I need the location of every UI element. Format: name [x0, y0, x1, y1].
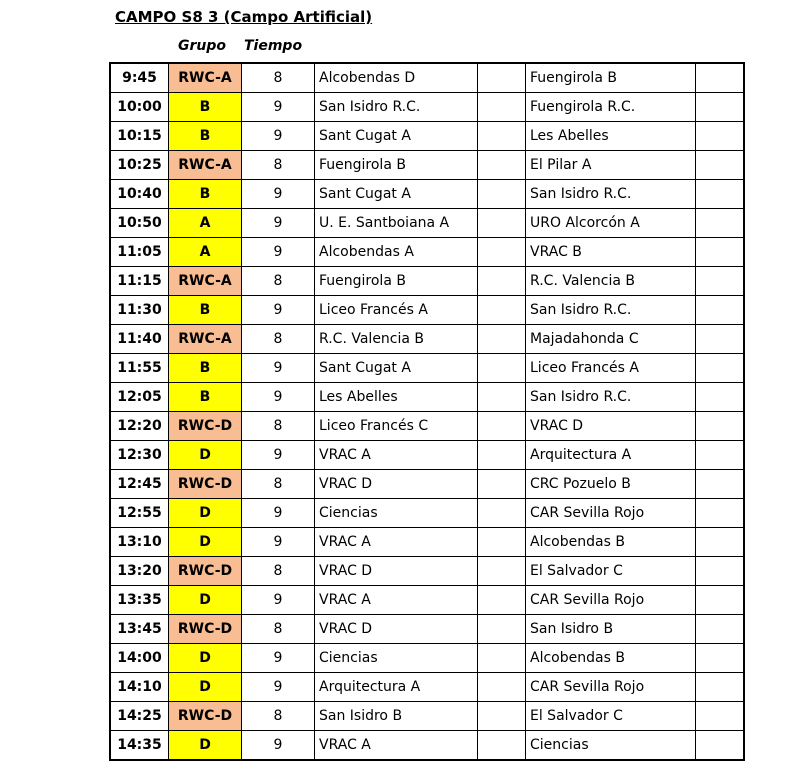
score-b-cell [696, 267, 745, 296]
team-b-cell: San Isidro R.C. [526, 383, 696, 412]
group-cell: D [169, 528, 242, 557]
score-a-cell [478, 615, 526, 644]
score-a-cell [478, 325, 526, 354]
team-b-cell: VRAC D [526, 412, 696, 441]
table-row [110, 354, 744, 383]
team-b-cell: CAR Sevilla Rojo [526, 673, 696, 702]
time-cell: 12:20 [110, 412, 169, 441]
team-b-cell: San Isidro R.C. [526, 180, 696, 209]
score-a-cell [478, 673, 526, 702]
team-a-cell: VRAC D [315, 470, 478, 499]
time-cell: 14:00 [110, 644, 169, 673]
score-b-cell [696, 528, 745, 557]
group-cell: D [169, 673, 242, 702]
time-cell: 12:45 [110, 470, 169, 499]
score-a-cell [478, 151, 526, 180]
score-b-cell [696, 644, 745, 673]
score-a-cell [478, 267, 526, 296]
team-b-cell: URO Alcorcón A [526, 209, 696, 238]
score-b-cell [696, 615, 745, 644]
table-row [110, 383, 744, 412]
score-a-cell [478, 470, 526, 499]
duration-cell: 9 [242, 528, 315, 557]
team-b-cell: San Isidro R.C. [526, 296, 696, 325]
team-a-cell: R.C. Valencia B [315, 325, 478, 354]
team-b-cell: El Salvador C [526, 557, 696, 586]
score-a-cell [478, 557, 526, 586]
team-a-cell: U. E. Santboiana A [315, 209, 478, 238]
duration-cell: 9 [242, 296, 315, 325]
team-b-cell: Ciencias [526, 731, 696, 761]
group-cell: B [169, 296, 242, 325]
team-b-cell: Les Abelles [526, 122, 696, 151]
team-a-cell: VRAC D [315, 557, 478, 586]
team-b-cell: Alcobendas B [526, 528, 696, 557]
team-a-cell: San Isidro B [315, 702, 478, 731]
score-a-cell [478, 528, 526, 557]
duration-cell: 9 [242, 209, 315, 238]
group-cell: D [169, 441, 242, 470]
time-cell: 13:20 [110, 557, 169, 586]
time-cell: 11:30 [110, 296, 169, 325]
table-row [110, 499, 744, 528]
time-cell: 11:40 [110, 325, 169, 354]
team-b-cell: CAR Sevilla Rojo [526, 586, 696, 615]
time-cell: 11:55 [110, 354, 169, 383]
team-b-cell: San Isidro B [526, 615, 696, 644]
table-row [110, 470, 744, 499]
time-cell: 13:35 [110, 586, 169, 615]
time-cell: 13:10 [110, 528, 169, 557]
score-a-cell [478, 122, 526, 151]
team-b-cell: CAR Sevilla Rojo [526, 499, 696, 528]
time-cell: 9:45 [110, 63, 169, 93]
duration-cell: 9 [242, 93, 315, 122]
team-b-cell: El Pilar A [526, 151, 696, 180]
team-a-cell: Liceo Francés A [315, 296, 478, 325]
team-a-cell: VRAC A [315, 586, 478, 615]
schedule-body [110, 63, 744, 760]
duration-cell: 9 [242, 586, 315, 615]
team-b-cell: Liceo Francés A [526, 354, 696, 383]
score-a-cell [478, 412, 526, 441]
table-row [110, 296, 744, 325]
score-a-cell [478, 354, 526, 383]
score-a-cell [478, 180, 526, 209]
group-cell: D [169, 499, 242, 528]
score-b-cell [696, 180, 745, 209]
table-row [110, 122, 744, 151]
team-a-cell: Ciencias [315, 644, 478, 673]
schedule-table [109, 62, 745, 761]
team-a-cell: VRAC A [315, 528, 478, 557]
group-cell: RWC-D [169, 702, 242, 731]
group-cell: B [169, 354, 242, 383]
score-b-cell [696, 731, 745, 761]
time-cell: 11:15 [110, 267, 169, 296]
duration-cell: 8 [242, 267, 315, 296]
duration-cell: 8 [242, 325, 315, 354]
team-a-cell: VRAC A [315, 441, 478, 470]
team-b-cell: Fuengirola B [526, 63, 696, 93]
team-a-cell: VRAC D [315, 615, 478, 644]
score-a-cell [478, 731, 526, 761]
team-a-cell: Liceo Francés C [315, 412, 478, 441]
duration-cell: 8 [242, 151, 315, 180]
table-row [110, 209, 744, 238]
score-b-cell [696, 354, 745, 383]
score-a-cell [478, 383, 526, 412]
time-cell: 11:05 [110, 238, 169, 267]
duration-cell: 8 [242, 615, 315, 644]
table-row [110, 238, 744, 267]
duration-cell: 8 [242, 412, 315, 441]
group-cell: B [169, 180, 242, 209]
table-row [110, 412, 744, 441]
team-a-cell: VRAC A [315, 731, 478, 761]
duration-cell: 8 [242, 557, 315, 586]
column-header-tiempo: Tiempo [244, 38, 303, 54]
group-cell: B [169, 93, 242, 122]
column-header-grupo: Grupo [178, 38, 227, 54]
table-row [110, 325, 744, 354]
team-a-cell: Ciencias [315, 499, 478, 528]
duration-cell: 8 [242, 702, 315, 731]
table-row [110, 441, 744, 470]
team-a-cell: Fuengirola B [315, 267, 478, 296]
duration-cell: 9 [242, 122, 315, 151]
score-b-cell [696, 586, 745, 615]
table-row [110, 267, 744, 296]
team-a-cell: Alcobendas A [315, 238, 478, 267]
score-b-cell [696, 209, 745, 238]
score-a-cell [478, 644, 526, 673]
time-cell: 10:00 [110, 93, 169, 122]
score-a-cell [478, 499, 526, 528]
group-cell: RWC-D [169, 557, 242, 586]
score-b-cell [696, 383, 745, 412]
time-cell: 13:45 [110, 615, 169, 644]
score-b-cell [696, 238, 745, 267]
table-row [110, 702, 744, 731]
team-a-cell: Sant Cugat A [315, 180, 478, 209]
team-b-cell: Alcobendas B [526, 644, 696, 673]
score-a-cell [478, 441, 526, 470]
table-row [110, 615, 744, 644]
duration-cell: 9 [242, 644, 315, 673]
group-cell: RWC-A [169, 63, 242, 93]
time-cell: 10:15 [110, 122, 169, 151]
group-cell: RWC-D [169, 615, 242, 644]
score-a-cell [478, 238, 526, 267]
score-b-cell [696, 557, 745, 586]
team-a-cell: San Isidro R.C. [315, 93, 478, 122]
team-b-cell: Fuengirola R.C. [526, 93, 696, 122]
team-b-cell: R.C. Valencia B [526, 267, 696, 296]
table-row [110, 673, 744, 702]
time-cell: 14:10 [110, 673, 169, 702]
duration-cell: 9 [242, 673, 315, 702]
score-a-cell [478, 702, 526, 731]
group-cell: B [169, 383, 242, 412]
score-b-cell [696, 93, 745, 122]
group-cell: D [169, 731, 242, 761]
group-cell: B [169, 122, 242, 151]
group-cell: A [169, 238, 242, 267]
score-b-cell [696, 296, 745, 325]
score-b-cell [696, 441, 745, 470]
score-b-cell [696, 63, 745, 93]
table-row [110, 93, 744, 122]
team-a-cell: Fuengirola B [315, 151, 478, 180]
duration-cell: 9 [242, 731, 315, 761]
score-b-cell [696, 412, 745, 441]
score-b-cell [696, 673, 745, 702]
team-a-cell: Sant Cugat A [315, 354, 478, 383]
score-a-cell [478, 296, 526, 325]
table-row [110, 151, 744, 180]
group-cell: A [169, 209, 242, 238]
score-b-cell [696, 122, 745, 151]
score-b-cell [696, 499, 745, 528]
duration-cell: 8 [242, 63, 315, 93]
group-cell: RWC-A [169, 151, 242, 180]
page-title: CAMPO S8 3 (Campo Artificial) [115, 8, 373, 26]
table-row [110, 731, 744, 761]
time-cell: 12:05 [110, 383, 169, 412]
duration-cell: 9 [242, 499, 315, 528]
duration-cell: 9 [242, 441, 315, 470]
table-row [110, 63, 744, 93]
team-a-cell: Sant Cugat A [315, 122, 478, 151]
score-b-cell [696, 151, 745, 180]
team-a-cell: Les Abelles [315, 383, 478, 412]
table-row [110, 557, 744, 586]
score-a-cell [478, 93, 526, 122]
group-cell: RWC-A [169, 267, 242, 296]
score-b-cell [696, 470, 745, 499]
team-b-cell: El Salvador C [526, 702, 696, 731]
duration-cell: 9 [242, 238, 315, 267]
team-b-cell: Arquitectura A [526, 441, 696, 470]
duration-cell: 9 [242, 354, 315, 383]
table-row [110, 644, 744, 673]
table-row [110, 586, 744, 615]
team-b-cell: Majadahonda C [526, 325, 696, 354]
time-cell: 10:40 [110, 180, 169, 209]
group-cell: RWC-D [169, 412, 242, 441]
team-b-cell: CRC Pozuelo B [526, 470, 696, 499]
time-cell: 10:50 [110, 209, 169, 238]
table-row [110, 180, 744, 209]
score-b-cell [696, 702, 745, 731]
score-b-cell [696, 325, 745, 354]
score-a-cell [478, 586, 526, 615]
table-row [110, 528, 744, 557]
time-cell: 14:25 [110, 702, 169, 731]
time-cell: 12:55 [110, 499, 169, 528]
time-cell: 10:25 [110, 151, 169, 180]
time-cell: 14:35 [110, 731, 169, 761]
score-a-cell [478, 63, 526, 93]
group-cell: RWC-A [169, 325, 242, 354]
duration-cell: 8 [242, 470, 315, 499]
time-cell: 12:30 [110, 441, 169, 470]
team-a-cell: Alcobendas D [315, 63, 478, 93]
duration-cell: 9 [242, 383, 315, 412]
duration-cell: 9 [242, 180, 315, 209]
team-b-cell: VRAC B [526, 238, 696, 267]
score-a-cell [478, 209, 526, 238]
group-cell: RWC-D [169, 470, 242, 499]
team-a-cell: Arquitectura A [315, 673, 478, 702]
group-cell: D [169, 644, 242, 673]
group-cell: D [169, 586, 242, 615]
